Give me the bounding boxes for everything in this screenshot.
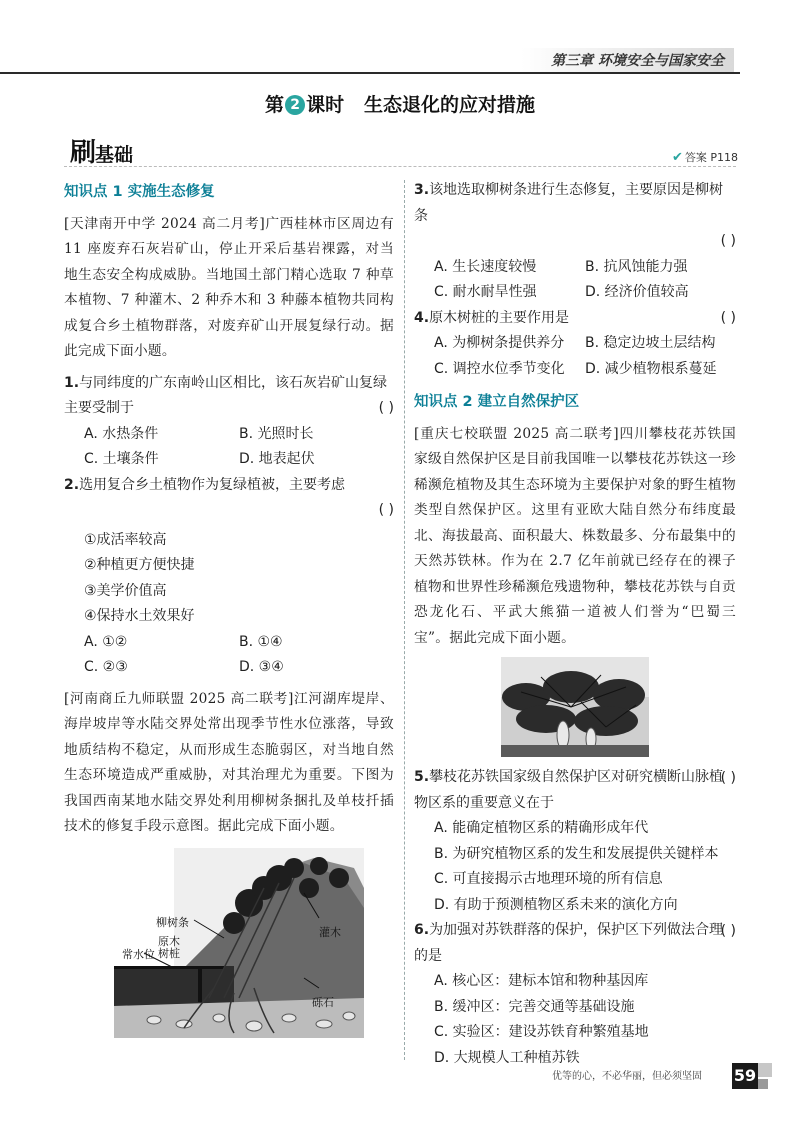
label-shrub: 灌木 <box>319 925 341 939</box>
q1-options <box>84 422 394 473</box>
column-divider <box>404 180 405 1060</box>
q6-option-b: B. 缓冲区：完善交通等基础设施 <box>434 998 635 1015</box>
lesson-prefix: 第 <box>265 94 285 116</box>
q5-answer-blank: ( ) <box>720 769 736 786</box>
q6-number: 6. <box>414 922 430 938</box>
right-column <box>414 178 736 1071</box>
question-4 <box>414 306 736 383</box>
q2-option-c: C. ②③ <box>84 659 128 675</box>
q5-number: 5. <box>414 769 430 785</box>
q5-options <box>434 816 736 918</box>
question-6 <box>414 918 736 1071</box>
q2-option-d: D. ③④ <box>239 659 284 675</box>
q2-options <box>84 630 394 681</box>
q6-options <box>434 969 736 1071</box>
question-5 <box>414 765 736 918</box>
passage-3: [重庆七校联盟 2025 高二联考]四川攀枝花苏铁国家级自然保护区是目前我国唯一以攀枝花苏铁这一珍稀濒危植物及其生态环境为主要保护对象的野生植物类型自然保护区。这里有亚欧大陆自然分布纬度最北、海拔最高、面积最大、株数最多、分布最集中的天然苏铁林。作为在 2.7 亿年前就已经存在的裸子植物和世界性珍稀濒危残遗物种，攀枝花苏铁与自贡恐龙化石、平武大熊猫一道被人们誉为“巴蜀三宝”。据此完成下面小题。 <box>414 425 736 646</box>
lesson-number-badge: 2 <box>285 95 305 115</box>
q2-statement-4: ④保持水土效果好 <box>84 608 195 624</box>
q2-option-b: B. ①④ <box>239 633 283 650</box>
q2-statement-1: ①成活率较高 <box>84 531 167 548</box>
label-water-level: 常水位 <box>122 947 155 961</box>
q4-stem: 原木树桩的主要作用是 <box>429 309 570 326</box>
section-rule <box>64 166 736 168</box>
q1-option-c: C. 土壤条件 <box>84 451 159 467</box>
knowledge-point-2-title: 知识点 2 建立自然保护区 <box>414 394 580 410</box>
footer-motto: 优等的心，不必华丽，但必须坚固 <box>552 1071 702 1082</box>
q3-option-a: A. 生长速度较慢 <box>434 258 537 275</box>
q4-options <box>434 331 736 382</box>
q3-option-b: B. 抗风蚀能力强 <box>585 258 688 275</box>
q1-option-a: A. 水热条件 <box>84 425 159 442</box>
q5-option-a: A. 能确定植物区系的精确形成年代 <box>434 820 649 836</box>
q3-option-c: C. 耐水耐旱性强 <box>434 284 537 300</box>
passage-2: [河南商丘九师联盟 2025 高二联考]江河湖库堤岸、海岸坡岸等水陆交界处常出现季节性水位涨落，导致地质结构不稳定，从而形成生态脆弱区，对当地自然生态环境造成严重威胁，对其治理尤为重要。下图为我国西南某地水陆交界处利用柳树条捆扎及单枝扦插技术的修复手段示意图。据此完成下面小题。 <box>64 690 394 834</box>
q2-number: 2. <box>64 476 80 493</box>
chapter-heading: 第三章 环境安全与国家安全 <box>521 48 734 72</box>
q1-stem: 与同纬度的广东南岭山区相比，该石灰岩矿山复绿主要受制于 <box>64 374 388 416</box>
q3-options <box>434 255 736 306</box>
q6-option-d: D. 大规模人工种植苏铁 <box>434 1049 580 1066</box>
q6-answer-blank: ( ) <box>720 922 736 939</box>
q6-option-c: C. 实验区：建设苏铁育种繁殖基地 <box>434 1024 649 1040</box>
q1-option-d: D. 地表起伏 <box>239 451 315 467</box>
q2-statement-2: ②种植更方便快捷 <box>84 557 195 573</box>
q2-option-a: A. ①② <box>84 633 128 650</box>
q6-option-a: A. 核心区：建标本馆和物种基因库 <box>434 973 649 989</box>
label-willow: 柳树条 <box>156 915 189 929</box>
q5-option-c: C. 可直接揭示古地理环境的所有信息 <box>434 871 663 887</box>
q4-number: 4. <box>414 309 430 326</box>
q4-option-a: A. 为柳树条提供养分 <box>434 335 565 351</box>
page-number: 59 <box>732 1063 758 1089</box>
q4-option-b: B. 稳定边坡土层结构 <box>585 335 716 351</box>
lesson-title <box>0 90 800 117</box>
q3-number: 3. <box>414 182 430 198</box>
q3-answer-blank: ( ) <box>720 233 736 249</box>
header-rule <box>0 72 740 74</box>
lesson-suffix: 课时 <box>306 94 345 116</box>
q1-answer-blank: ( ) <box>378 400 394 416</box>
q2-answer-blank: ( ) <box>378 502 394 518</box>
q5-option-d: D. 有助于预测植物区系未来的演化方向 <box>434 896 678 913</box>
left-column <box>64 178 394 1038</box>
cycad-photo-illustration <box>501 657 649 757</box>
passage-1: [天津南开中学 2024 高二月考]广西桂林市区周边有 11 座废弃石灰岩矿山，停止开采后基岩裸露，对当地生态安全构成威胁。当地国土部门精心选取 7 种草本植物、7 种灌木、2 种乔木和 3 种藤本植物共同构成复合乡土植物群落，对废弃矿山开展复绿行动。据此完成下面小题。 <box>64 215 394 359</box>
question-2 <box>64 473 394 681</box>
cycad-photo <box>501 657 649 757</box>
q4-answer-blank: ( ) <box>720 309 736 326</box>
question-1 <box>64 371 394 473</box>
check-icon: ✔ <box>671 150 683 165</box>
q5-stem: 攀枝花苏铁国家级自然保护区对研究横断山脉植物区系的重要意义在于 <box>414 769 724 811</box>
corner-decoration <box>758 1063 772 1077</box>
q4-option-c: C. 调控水位季节变化 <box>434 360 565 377</box>
question-3 <box>414 178 736 306</box>
label-gravel: 砾石 <box>312 995 334 1009</box>
willow-bank-diagram <box>114 848 364 1038</box>
brush-label: 基础 <box>95 144 134 166</box>
lesson-topic: 生态退化的应对措施 <box>363 94 535 116</box>
q2-stem: 选用复合乡土植物作为复绿植被，主要考虑 <box>79 476 346 493</box>
section-badge <box>70 132 133 169</box>
brush-char: 刷 <box>70 138 96 168</box>
knowledge-point-1-title: 知识点 1 实施生态修复 <box>64 184 215 200</box>
answer-label: 答案 P118 <box>684 151 738 164</box>
q3-stem: 该地选取柳树条进行生态修复，主要原因是柳树条 <box>414 182 724 224</box>
q2-statement-list <box>84 528 394 630</box>
corner-decoration-small <box>758 1079 768 1089</box>
q3-option-d: D. 经济价值较高 <box>585 284 689 300</box>
q2-statement-3: ③美学价值高 <box>84 582 167 599</box>
answer-reference <box>672 149 738 165</box>
q1-option-b: B. 光照时长 <box>239 425 314 442</box>
q5-option-b: B. 为研究植物区系的发生和发展提供关键样本 <box>434 845 719 862</box>
q1-number: 1. <box>64 374 80 391</box>
q6-stem: 为加强对苏铁群落的保护，保护区下列做法合理的是 <box>414 922 724 964</box>
q4-option-d: D. 减少植物根系蔓延 <box>585 360 717 377</box>
label-stake: 原木 树桩 <box>158 934 180 960</box>
